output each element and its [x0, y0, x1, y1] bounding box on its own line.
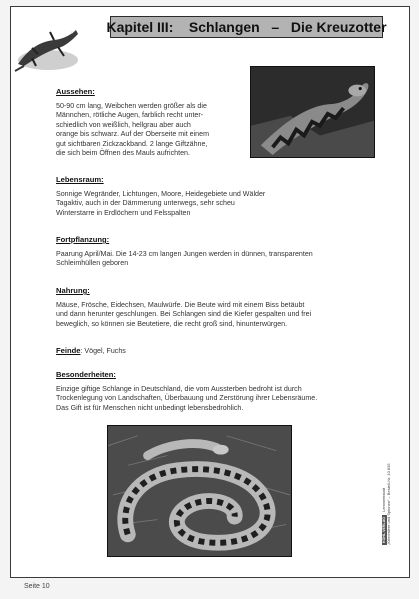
chapter-title — [106, 16, 387, 38]
section-lebensraum — [56, 175, 376, 218]
text-line: Männchen, rötliche Augen, farblich recht unter- — [56, 111, 204, 119]
sidebar-line-2: „Kriechtiere und Spinnen“ – Bestell-Nr. 10 835 — [385, 463, 391, 545]
text-line: die sich beim Öffnen des Mauls aufrichten. — [56, 149, 190, 157]
section-besonderheiten — [56, 370, 386, 413]
page-number: Seite 10 — [24, 583, 50, 590]
text-line: Trockenlegung von Landschaften, Überbauung und Zerstörung ihrer Lebensräume. — [56, 394, 318, 402]
heading-feinde: Feinde — [56, 346, 81, 355]
section-aussehen — [56, 87, 238, 159]
coiled-adder-photo — [107, 425, 292, 557]
heading-lebensraum: Lebensraum: — [56, 175, 104, 184]
lizard-icon — [14, 20, 80, 72]
section-fortpflanzung — [56, 235, 386, 269]
text-line: 50-90 cm lang, Weibchen werden größer als die — [56, 101, 207, 110]
text-line: Schleimhüllen geboren — [56, 259, 129, 267]
publisher-sidebar — [382, 435, 412, 545]
chapter-dash: – — [271, 19, 280, 35]
text-line: Winterstarre in Erdlöchern und Felsspalten — [56, 208, 191, 217]
text-line: Einzige giftige Schlange in Deutschland, die vom Aussterben bedroht ist durch — [56, 384, 302, 393]
text-line: Mäuse, Frösche, Eidechsen, Maulwürfe. Die Beute wird mit einem Biss betäubt — [56, 300, 305, 309]
text-feinde: : Vögel, Fuchs — [80, 347, 126, 355]
section-nahrung — [56, 286, 386, 329]
heading-nahrung: Nahrung: — [56, 286, 90, 295]
section-feinde — [56, 346, 256, 357]
heading-fortpflanzung: Fortpflanzung: — [56, 235, 110, 244]
text-line: beweglich, so können sie Beutetiere, die recht groß sind, hinunterwürgen. — [56, 319, 288, 328]
heading-aussehen: Aussehen: — [56, 87, 95, 96]
chapter-label: Kapitel III: — [106, 19, 174, 35]
text-line: Tagaktiv, auch in der Dämmerung unterwegs, sehr scheu — [56, 199, 235, 207]
text-line: Das Gift ist für Menschen nicht unbedingt lebensbedrohlich. — [56, 403, 244, 412]
text-line: gut sichtbaren Zickzackband. 2 lange Giftzähne, — [56, 139, 208, 148]
text-line: Sonnige Wegränder, Lichtungen, Moore, Heidegebiete und Wälder — [56, 189, 266, 198]
publisher-logo: KOHL VERLAG — [382, 516, 386, 543]
chapter-subtopic: Die Kreuzotter — [290, 19, 387, 35]
text-line: und dann herunter geschlungen. Bei Schlangen sind die Kiefer gespalten und frei — [56, 310, 312, 318]
heading-besonderheiten: Besonderheiten: — [56, 370, 116, 379]
adder-head-photo — [250, 66, 375, 158]
text-line: orange bis schwarz. Auf der Oberseite mit einem — [56, 130, 209, 138]
text-line: Paarung April/Mai. Die 14-23 cm langen Jungen werden in dünnen, transparenten — [56, 249, 313, 258]
sidebar-line-1: Lernwerkstatt — [381, 487, 386, 512]
text-line: schiedlich von weißlich, hellgrau aber auch — [56, 120, 191, 129]
chapter-topic: Schlangen — [188, 19, 260, 35]
